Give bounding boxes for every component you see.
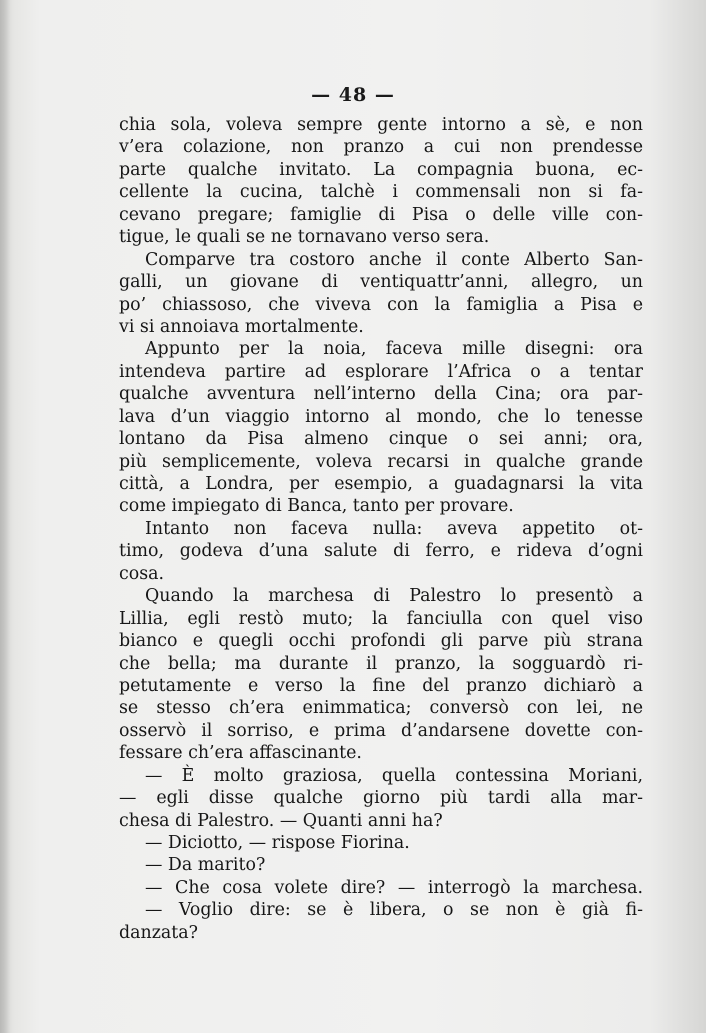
text-line: lava d’un viaggio intorno al mondo, che lo tenesse bbox=[119, 406, 643, 427]
text-line: città, a Londra, per esempio, a guadagnarsi la vita bbox=[119, 474, 643, 494]
text-line: vi si annoiava mortalmente. bbox=[119, 316, 364, 337]
text-line: intendeva partire ad esplorare l’Africa o a tentar bbox=[119, 361, 643, 382]
text-line: Quando la marchesa di Palestro lo presentò a bbox=[145, 586, 643, 607]
text-line: timo, godeva d’una salute di ferro, e rideva d’ogni bbox=[119, 541, 643, 562]
text-line: — Che cosa volete dire? — interrogò la marchesa. bbox=[145, 877, 643, 898]
text-line: più semplicemente, voleva recarsi in qualche grande bbox=[119, 451, 643, 472]
text-line: parte qualche invitato. La compagnia buona, ec- bbox=[119, 159, 643, 180]
text-line: se stesso ch’era enimmatica; conversò con lei, ne bbox=[119, 698, 643, 719]
binding-shadow bbox=[0, 0, 10, 1033]
text-line: cellente la cucina, talchè i commensali non si fa- bbox=[119, 182, 643, 203]
text-line: fessare ch’era affascinante. bbox=[119, 743, 362, 764]
page-number: — 48 — bbox=[311, 84, 395, 106]
text-line: petutamente e verso la fine del pranzo dichiarò a bbox=[119, 675, 643, 696]
text-line: — Da marito? bbox=[145, 855, 266, 876]
text-line: chesa di Palestro. — Quanti anni ha? bbox=[119, 810, 443, 831]
text-block bbox=[119, 114, 643, 944]
text-line: bianco e quegli occhi profondi gli parve più strana bbox=[119, 631, 643, 652]
text-line: che bella; ma durante il pranzo, la sogguardò ri- bbox=[119, 653, 643, 674]
text-line: galli, un giovane di ventiquattr’anni, allegro, un bbox=[119, 272, 643, 293]
text-line: Appunto per la noia, faceva mille disegni: ora bbox=[145, 339, 643, 360]
text-line: chia sola, voleva sempre gente intorno a sè, e non bbox=[119, 115, 643, 135]
text-line: Comparve tra costoro anche il conte Alberto San- bbox=[145, 249, 643, 270]
text-line: — egli disse qualche giorno più tardi alla mar- bbox=[119, 788, 643, 809]
text-line: osservò il sorriso, e prima d’andarsene dovette con- bbox=[119, 720, 643, 741]
text-line: danzata? bbox=[119, 922, 198, 943]
text-line: lontano da Pisa almeno cinque o sei anni; ora, bbox=[119, 429, 643, 450]
text-line: po’ chiassoso, che viveva con la famiglia a Pisa e bbox=[119, 294, 643, 315]
text-line: cosa. bbox=[119, 563, 165, 584]
text-line: cevano pregare; famiglie di Pisa o delle ville con- bbox=[119, 204, 643, 225]
text-line: Intanto non faceva nulla: aveva appetito ot- bbox=[145, 518, 643, 539]
text-line: qualche avventura nell’interno della Cina; ora par- bbox=[119, 384, 643, 405]
text-line: v’era colazione, non pranzo a cui non prendesse bbox=[119, 137, 643, 158]
text-line: — È molto graziosa, quella contessina Moriani, bbox=[145, 765, 643, 786]
text-line: come impiegato di Banca, tanto per provare. bbox=[119, 496, 514, 517]
text-line: Lillia, egli restò muto; la fanciulla con quel viso bbox=[119, 608, 643, 629]
text-line: tigue, le quali se ne tornavano verso sera. bbox=[119, 227, 490, 248]
text-line: — Diciotto, — rispose Fiorina. bbox=[145, 833, 410, 853]
text-line: — Voglio dire: se è libera, o se non è già fi- bbox=[145, 900, 643, 921]
